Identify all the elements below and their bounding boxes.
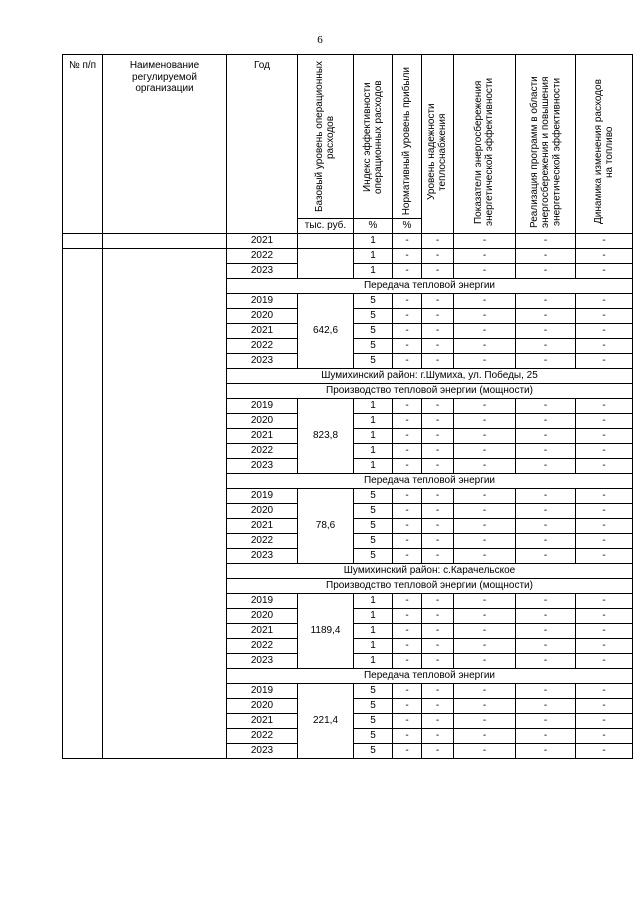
subsection-title: Передача тепловой энергии — [227, 474, 633, 489]
dash-cell: - — [516, 699, 576, 714]
efficiency-index-cell: 5 — [354, 744, 393, 759]
dash-cell: - — [576, 294, 633, 309]
dash-cell: - — [454, 309, 516, 324]
efficiency-index-cell: 1 — [354, 414, 393, 429]
year-cell: 2019 — [227, 489, 298, 504]
dash-cell: - — [454, 609, 516, 624]
dash-cell: - — [576, 234, 633, 249]
dash-cell: - — [454, 489, 516, 504]
dash-cell: - — [454, 414, 516, 429]
subsection-title: Производство тепловой энергии (мощности) — [227, 579, 633, 594]
year-cell: 2020 — [227, 609, 298, 624]
dash-cell: - — [516, 249, 576, 264]
dash-cell: - — [393, 339, 422, 354]
dash-cell: - — [393, 354, 422, 369]
dash-cell: - — [576, 699, 633, 714]
dash-cell: - — [576, 264, 633, 279]
dash-cell: - — [576, 489, 633, 504]
header-energy-saving: Показатели энергосбережения энергетической эффективности — [454, 55, 516, 234]
dash-cell: - — [422, 744, 454, 759]
dash-cell: - — [516, 264, 576, 279]
dash-cell: - — [576, 609, 633, 624]
header-normative-profit: Нормативный уровень прибыли — [393, 55, 422, 219]
dash-cell: - — [516, 444, 576, 459]
dash-cell: - — [516, 714, 576, 729]
header-base-cost: Базовый уровень операционных расходов — [298, 55, 354, 219]
dash-cell: - — [393, 729, 422, 744]
dash-cell: - — [454, 444, 516, 459]
efficiency-index-cell: 5 — [354, 504, 393, 519]
dash-cell: - — [576, 309, 633, 324]
dash-cell: - — [576, 594, 633, 609]
dash-cell: - — [516, 354, 576, 369]
dash-cell: - — [393, 399, 422, 414]
dash-cell: - — [422, 459, 454, 474]
dash-cell: - — [393, 264, 422, 279]
dash-cell: - — [516, 459, 576, 474]
dash-cell: - — [393, 459, 422, 474]
header-organization: Наименование регулируемой организации — [103, 55, 227, 234]
dash-cell: - — [422, 354, 454, 369]
efficiency-index-cell: 5 — [354, 714, 393, 729]
efficiency-index-cell: 1 — [354, 624, 393, 639]
dash-cell: - — [516, 414, 576, 429]
year-cell: 2022 — [227, 534, 298, 549]
year-cell: 2019 — [227, 294, 298, 309]
dash-cell: - — [422, 714, 454, 729]
efficiency-index-cell: 1 — [354, 639, 393, 654]
dash-cell: - — [516, 609, 576, 624]
unit-norm: % — [393, 219, 422, 234]
dash-cell: - — [393, 744, 422, 759]
year-cell: 2021 — [227, 324, 298, 339]
dash-cell: - — [454, 534, 516, 549]
dash-cell: - — [576, 414, 633, 429]
efficiency-index-cell: 1 — [354, 654, 393, 669]
dash-cell: - — [576, 444, 633, 459]
dash-cell: - — [422, 639, 454, 654]
dash-cell: - — [393, 249, 422, 264]
dash-cell: - — [393, 594, 422, 609]
dash-cell: - — [393, 654, 422, 669]
dash-cell: - — [454, 504, 516, 519]
district-title: Шумихинский район: с.Карачельское — [227, 564, 633, 579]
dash-cell: - — [422, 699, 454, 714]
base-cost-cell: 823,8 — [298, 399, 354, 474]
dash-cell: - — [454, 594, 516, 609]
efficiency-index-cell: 5 — [354, 699, 393, 714]
year-cell: 2020 — [227, 309, 298, 324]
dash-cell: - — [393, 234, 422, 249]
efficiency-index-cell: 5 — [354, 729, 393, 744]
efficiency-index-cell: 1 — [354, 609, 393, 624]
dash-cell: - — [393, 414, 422, 429]
base-cost-cell — [298, 249, 354, 279]
base-cost-cell: 1189,4 — [298, 594, 354, 669]
dash-cell: - — [393, 444, 422, 459]
year-cell: 2022 — [227, 249, 298, 264]
year-cell: 2019 — [227, 594, 298, 609]
dash-cell: - — [422, 399, 454, 414]
efficiency-index-cell: 5 — [354, 339, 393, 354]
efficiency-index-cell: 1 — [354, 594, 393, 609]
efficiency-index-cell: 1 — [354, 399, 393, 414]
dash-cell: - — [516, 399, 576, 414]
dash-cell: - — [576, 624, 633, 639]
dash-cell: - — [422, 309, 454, 324]
efficiency-index-cell: 1 — [354, 444, 393, 459]
number-cell — [63, 234, 103, 249]
efficiency-index-cell: 1 — [354, 234, 393, 249]
header-programs: Реализация программ в области энергосбережения и повышения энергетической эффективности — [516, 55, 576, 234]
dash-cell: - — [454, 399, 516, 414]
dash-cell: - — [393, 309, 422, 324]
efficiency-index-cell: 5 — [354, 684, 393, 699]
header-number: № п/п — [63, 55, 103, 234]
dash-cell: - — [576, 324, 633, 339]
dash-cell: - — [516, 429, 576, 444]
district-title: Шумихинский район: г.Шумиха, ул. Победы, 25 — [227, 369, 633, 384]
dash-cell: - — [422, 324, 454, 339]
efficiency-index-cell: 5 — [354, 549, 393, 564]
header-efficiency-index: Индекс эффективности операционных расходов — [354, 55, 393, 219]
dash-cell: - — [516, 534, 576, 549]
dash-cell: - — [454, 354, 516, 369]
unit-base: тыс. руб. — [298, 219, 354, 234]
dash-cell: - — [576, 684, 633, 699]
efficiency-index-cell: 5 — [354, 519, 393, 534]
dash-cell: - — [454, 699, 516, 714]
dash-cell: - — [516, 294, 576, 309]
year-cell: 2022 — [227, 444, 298, 459]
dash-cell: - — [422, 684, 454, 699]
year-cell: 2023 — [227, 354, 298, 369]
dash-cell: - — [454, 744, 516, 759]
dash-cell: - — [454, 714, 516, 729]
year-cell: 2023 — [227, 549, 298, 564]
dash-cell: - — [516, 654, 576, 669]
dash-cell: - — [516, 504, 576, 519]
dash-cell: - — [393, 519, 422, 534]
efficiency-index-cell: 1 — [354, 429, 393, 444]
year-cell: 2023 — [227, 744, 298, 759]
number-cell — [63, 249, 103, 759]
year-cell: 2021 — [227, 429, 298, 444]
dash-cell: - — [516, 324, 576, 339]
subsection-title: Производство тепловой энергии (мощности) — [227, 384, 633, 399]
dash-cell: - — [454, 519, 516, 534]
year-cell: 2022 — [227, 639, 298, 654]
dash-cell: - — [422, 234, 454, 249]
dash-cell: - — [516, 549, 576, 564]
efficiency-index-cell: 5 — [354, 294, 393, 309]
dash-cell: - — [516, 639, 576, 654]
dash-cell: - — [422, 504, 454, 519]
dash-cell: - — [454, 459, 516, 474]
year-cell: 2021 — [227, 624, 298, 639]
dash-cell: - — [576, 534, 633, 549]
dash-cell: - — [393, 429, 422, 444]
dash-cell: - — [454, 729, 516, 744]
dash-cell: - — [576, 399, 633, 414]
table-row — [63, 249, 633, 264]
dash-cell: - — [516, 594, 576, 609]
dash-cell: - — [422, 444, 454, 459]
dash-cell: - — [576, 714, 633, 729]
dash-cell: - — [393, 609, 422, 624]
dash-cell: - — [454, 339, 516, 354]
organization-cell — [103, 249, 227, 759]
year-cell: 2021 — [227, 714, 298, 729]
dash-cell: - — [516, 744, 576, 759]
header-year: Год — [227, 55, 298, 234]
subsection-title: Передача тепловой энергии — [227, 669, 633, 684]
year-cell: 2020 — [227, 414, 298, 429]
dash-cell: - — [422, 429, 454, 444]
year-cell: 2021 — [227, 519, 298, 534]
dash-cell: - — [516, 234, 576, 249]
dash-cell: - — [454, 429, 516, 444]
dash-cell: - — [516, 309, 576, 324]
dash-cell: - — [454, 684, 516, 699]
header-reliability: Уровень надежности теплоснабжения — [422, 55, 454, 234]
dash-cell: - — [576, 459, 633, 474]
dash-cell: - — [393, 624, 422, 639]
dash-cell: - — [516, 684, 576, 699]
dash-cell: - — [422, 339, 454, 354]
dash-cell: - — [393, 684, 422, 699]
dash-cell: - — [422, 594, 454, 609]
header-fuel-dynamics: Динамика изменения расходов на топливо — [576, 55, 633, 234]
dash-cell: - — [393, 294, 422, 309]
base-cost-cell: 221,4 — [298, 684, 354, 759]
dash-cell: - — [576, 429, 633, 444]
efficiency-index-cell: 5 — [354, 309, 393, 324]
dash-cell: - — [422, 414, 454, 429]
dash-cell: - — [454, 294, 516, 309]
dash-cell: - — [422, 549, 454, 564]
year-cell: 2020 — [227, 699, 298, 714]
dash-cell: - — [422, 729, 454, 744]
dash-cell: - — [516, 339, 576, 354]
year-cell: 2020 — [227, 504, 298, 519]
efficiency-index-cell: 1 — [354, 249, 393, 264]
organization-cell — [103, 234, 227, 249]
efficiency-index-cell: 5 — [354, 354, 393, 369]
dash-cell: - — [422, 534, 454, 549]
unit-index: % — [354, 219, 393, 234]
subsection-title: Передача тепловой энергии — [227, 279, 633, 294]
year-cell: 2023 — [227, 459, 298, 474]
dash-cell: - — [393, 534, 422, 549]
dash-cell: - — [393, 714, 422, 729]
dash-cell: - — [393, 324, 422, 339]
base-cost-cell: 642,6 — [298, 294, 354, 369]
dash-cell: - — [393, 489, 422, 504]
table-row — [63, 234, 633, 249]
year-cell: 2021 — [227, 234, 298, 249]
dash-cell: - — [393, 504, 422, 519]
base-cost-cell: 78,6 — [298, 489, 354, 564]
dash-cell: - — [454, 234, 516, 249]
efficiency-index-cell: 1 — [354, 459, 393, 474]
dash-cell: - — [422, 249, 454, 264]
dash-cell: - — [516, 519, 576, 534]
year-cell: 2019 — [227, 684, 298, 699]
efficiency-index-cell: 1 — [354, 264, 393, 279]
dash-cell: - — [516, 624, 576, 639]
efficiency-index-cell: 5 — [354, 534, 393, 549]
dash-cell: - — [454, 264, 516, 279]
page-number: 6 — [317, 34, 323, 46]
base-cost-cell — [298, 234, 354, 249]
dash-cell: - — [422, 624, 454, 639]
dash-cell: - — [576, 729, 633, 744]
dash-cell: - — [454, 249, 516, 264]
tariff-table — [62, 54, 633, 759]
dash-cell: - — [393, 549, 422, 564]
year-cell: 2019 — [227, 399, 298, 414]
year-cell: 2022 — [227, 729, 298, 744]
efficiency-index-cell: 5 — [354, 489, 393, 504]
dash-cell: - — [576, 654, 633, 669]
dash-cell: - — [422, 519, 454, 534]
dash-cell: - — [454, 324, 516, 339]
dash-cell: - — [516, 729, 576, 744]
dash-cell: - — [422, 654, 454, 669]
dash-cell: - — [576, 639, 633, 654]
efficiency-index-cell: 5 — [354, 324, 393, 339]
dash-cell: - — [576, 339, 633, 354]
dash-cell: - — [454, 654, 516, 669]
dash-cell: - — [422, 264, 454, 279]
dash-cell: - — [393, 639, 422, 654]
dash-cell: - — [454, 639, 516, 654]
year-cell: 2023 — [227, 264, 298, 279]
dash-cell: - — [576, 519, 633, 534]
dash-cell: - — [576, 249, 633, 264]
dash-cell: - — [576, 744, 633, 759]
dash-cell: - — [576, 504, 633, 519]
dash-cell: - — [516, 489, 576, 504]
dash-cell: - — [422, 609, 454, 624]
year-cell: 2023 — [227, 654, 298, 669]
dash-cell: - — [576, 354, 633, 369]
dash-cell: - — [422, 489, 454, 504]
dash-cell: - — [454, 624, 516, 639]
dash-cell: - — [393, 699, 422, 714]
dash-cell: - — [454, 549, 516, 564]
dash-cell: - — [576, 549, 633, 564]
dash-cell: - — [422, 294, 454, 309]
year-cell: 2022 — [227, 339, 298, 354]
